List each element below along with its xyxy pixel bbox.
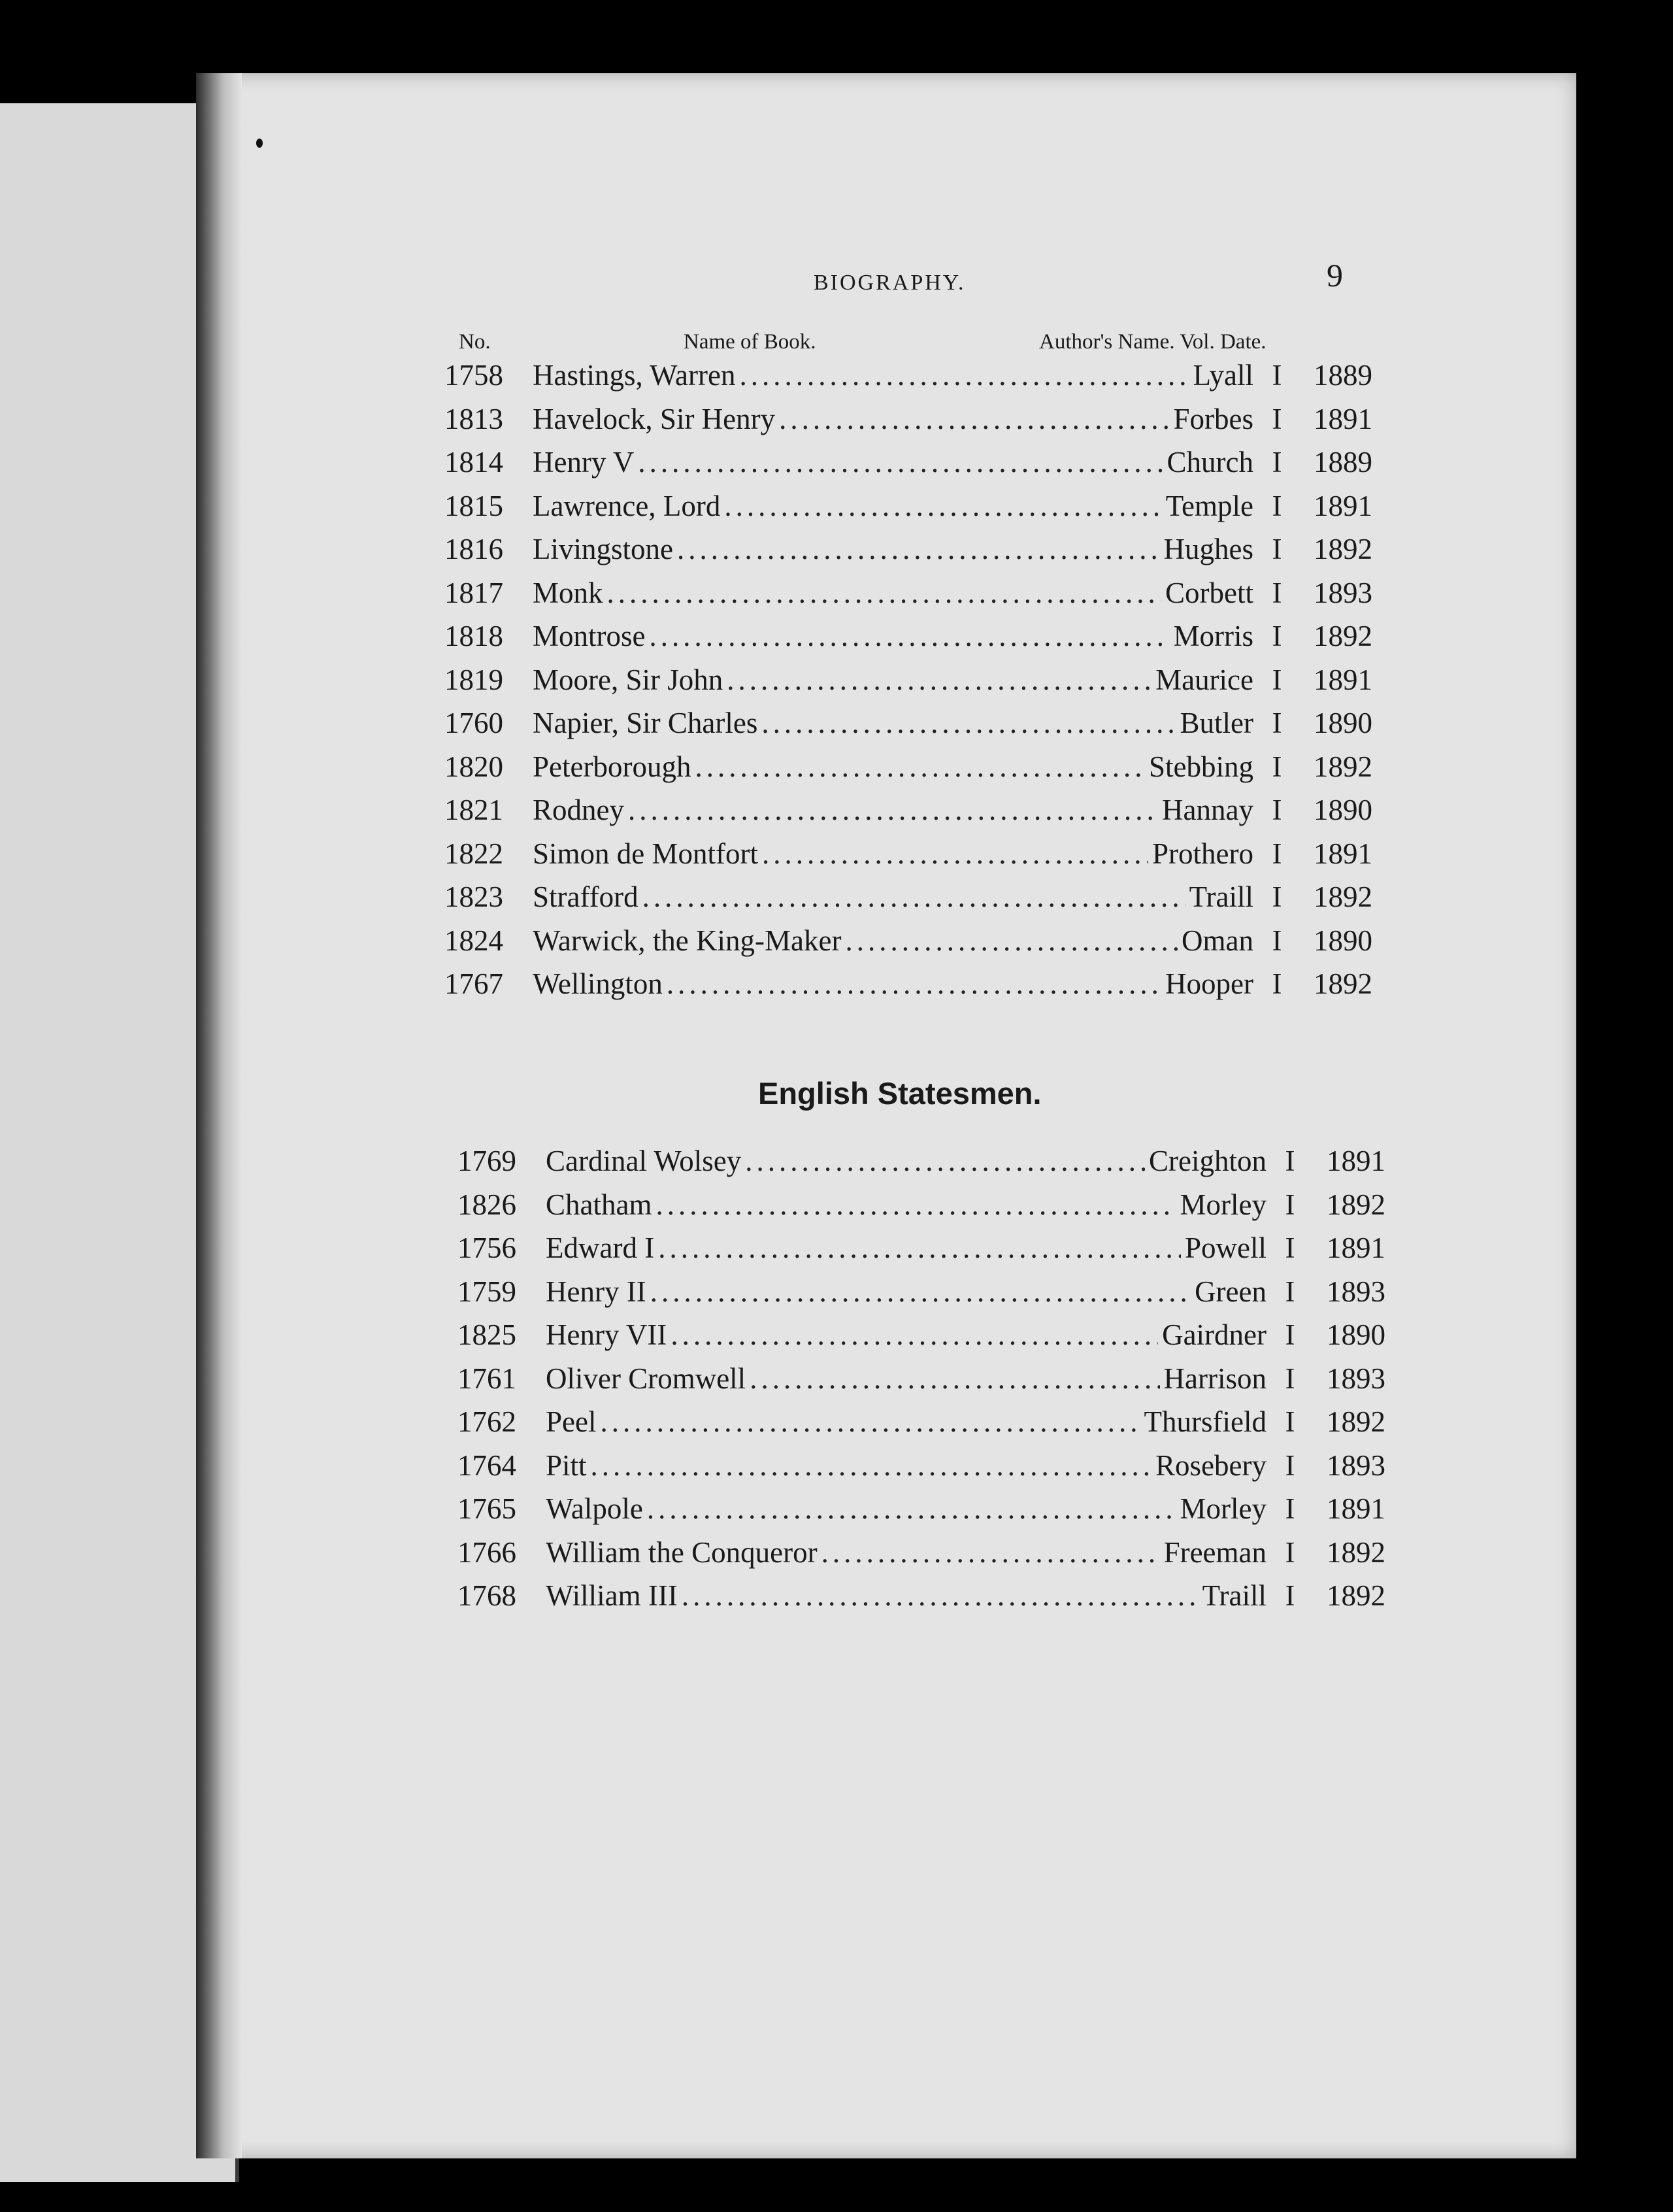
- volume-count: I: [1285, 1492, 1295, 1525]
- volume-count: I: [1285, 1275, 1295, 1308]
- list-item: [457, 1188, 1385, 1232]
- dot-leader: [727, 663, 1151, 697]
- volume-count: I: [1272, 489, 1282, 522]
- author-name: Creighton: [1149, 1145, 1267, 1177]
- publication-date: 1891: [1327, 1492, 1385, 1525]
- dot-leader: [682, 1579, 1199, 1613]
- list-item: [457, 1144, 1385, 1188]
- list-item: [457, 1362, 1385, 1405]
- book-title: Havelock, Sir Henry: [533, 402, 776, 435]
- book-title: William III: [546, 1579, 678, 1612]
- list-item: [444, 402, 1372, 446]
- author-name: Hannay: [1162, 794, 1253, 826]
- volume-count: I: [1272, 967, 1282, 1000]
- dot-leader: [655, 1188, 1176, 1222]
- entry-number: 1824: [444, 924, 503, 957]
- author-name: Butler: [1180, 707, 1253, 739]
- volume-count: I: [1272, 924, 1282, 957]
- author-name: Thursfield: [1144, 1405, 1267, 1438]
- book-title: Warwick, the King-Maker: [533, 924, 842, 957]
- book-title: Wellington: [533, 967, 663, 1000]
- dot-leader: [650, 1275, 1191, 1309]
- book-title: Moore, Sir John: [533, 663, 723, 696]
- book-title: Walpole: [546, 1492, 643, 1525]
- book-title: Simon de Montfort: [533, 837, 758, 870]
- list-item: [457, 1492, 1385, 1535]
- author-name: Forbes: [1173, 402, 1253, 435]
- dot-leader: [591, 1449, 1151, 1483]
- author-name: Morley: [1180, 1492, 1267, 1525]
- dot-leader: [638, 445, 1163, 479]
- book-title: Henry II: [546, 1275, 646, 1308]
- entry-number: 1762: [457, 1405, 516, 1438]
- volume-count: I: [1272, 533, 1282, 565]
- volume-count: I: [1285, 1579, 1295, 1612]
- author-name: Morris: [1173, 620, 1253, 652]
- statesmen-list: [457, 1144, 1385, 1622]
- page-gutter: [196, 73, 242, 2158]
- publication-date: 1892: [1327, 1188, 1385, 1221]
- volume-count: I: [1285, 1535, 1295, 1569]
- book-title: Livingstone: [533, 533, 673, 565]
- volume-count: I: [1272, 446, 1282, 478]
- list-item: [444, 793, 1372, 837]
- book-title: Chatham: [546, 1188, 652, 1221]
- entry-number: 1819: [444, 663, 503, 696]
- publication-date: 1892: [1314, 880, 1372, 913]
- list-item: [457, 1405, 1385, 1449]
- book-title: Peterborough: [533, 750, 691, 783]
- dot-leader: [761, 706, 1176, 740]
- publication-date: 1889: [1314, 359, 1372, 392]
- publication-date: 1892: [1327, 1405, 1385, 1438]
- list-item: [457, 1579, 1385, 1622]
- book-title: Lawrence, Lord: [533, 489, 721, 522]
- publication-date: 1890: [1314, 924, 1372, 957]
- author-name: Church: [1167, 446, 1253, 478]
- list-item: [457, 1275, 1385, 1318]
- book-title: Pitt: [546, 1449, 587, 1482]
- publication-date: 1890: [1314, 794, 1372, 826]
- page-number: 9: [1327, 257, 1343, 293]
- entry-number: 1767: [444, 967, 503, 1000]
- entry-number: 1825: [457, 1318, 516, 1351]
- publication-date: 1890: [1327, 1318, 1385, 1351]
- book-title: Cardinal Wolsey: [546, 1145, 742, 1177]
- publication-date: 1890: [1314, 707, 1372, 739]
- entry-number: 1818: [444, 620, 503, 652]
- volume-count: I: [1272, 707, 1282, 739]
- entry-number: 1822: [444, 837, 503, 870]
- entry-number: 1814: [444, 446, 503, 478]
- list-item: [444, 358, 1372, 402]
- list-item: [444, 576, 1372, 620]
- publication-date: 1891: [1314, 837, 1372, 870]
- volume-count: I: [1285, 1362, 1295, 1395]
- dot-leader: [750, 1362, 1159, 1396]
- book-title: Napier, Sir Charles: [533, 707, 758, 739]
- volume-count: I: [1285, 1449, 1295, 1482]
- publication-date: 1891: [1327, 1232, 1385, 1264]
- volume-count: I: [1272, 359, 1282, 392]
- running-head: BIOGRAPHY.: [814, 271, 966, 295]
- author-name: Lyall: [1193, 359, 1253, 392]
- entry-number: 1821: [444, 794, 503, 826]
- publication-date: 1893: [1327, 1275, 1385, 1308]
- list-item: [457, 1449, 1385, 1492]
- author-name: Gairdner: [1162, 1318, 1267, 1351]
- author-name: Freeman: [1163, 1535, 1267, 1569]
- dot-leader: [650, 619, 1170, 653]
- list-item: [444, 489, 1372, 533]
- entry-number: 1766: [457, 1535, 516, 1569]
- publication-date: 1891: [1314, 663, 1372, 696]
- entry-number: 1756: [457, 1232, 516, 1264]
- author-name: Powell: [1184, 1232, 1267, 1264]
- book-title: Montrose: [533, 620, 646, 652]
- publication-date: 1892: [1314, 533, 1372, 565]
- book-title: Oliver Cromwell: [546, 1362, 746, 1395]
- entry-number: 1816: [444, 533, 503, 565]
- publication-date: 1893: [1327, 1362, 1385, 1395]
- entry-number: 1758: [444, 359, 503, 392]
- dot-leader: [821, 1535, 1160, 1569]
- dot-leader: [658, 1231, 1181, 1265]
- list-item: [457, 1231, 1385, 1275]
- author-name: Morley: [1180, 1188, 1267, 1221]
- column-header-name: Name of Book.: [684, 330, 816, 354]
- volume-count: I: [1272, 663, 1282, 696]
- author-name: Corbett: [1165, 576, 1253, 609]
- biography-list: [444, 358, 1372, 1011]
- entry-number: 1760: [444, 707, 503, 739]
- author-name: Traill: [1189, 880, 1253, 913]
- book-title: Edward I: [546, 1232, 655, 1264]
- list-item: [457, 1535, 1385, 1579]
- author-name: Maurice: [1155, 663, 1253, 696]
- book-title: Hastings, Warren: [533, 359, 736, 392]
- volume-count: I: [1272, 620, 1282, 652]
- book-title: Henry V: [533, 446, 635, 478]
- volume-count: I: [1272, 750, 1282, 783]
- volume-count: I: [1272, 402, 1282, 435]
- list-item: [444, 837, 1372, 880]
- entry-number: 1759: [457, 1275, 516, 1308]
- dot-leader: [724, 489, 1161, 523]
- list-item: [444, 532, 1372, 576]
- book-title: Peel: [546, 1405, 597, 1438]
- entry-number: 1826: [457, 1188, 516, 1221]
- dot-leader: [695, 750, 1145, 784]
- author-name: Temple: [1165, 489, 1253, 522]
- publication-date: 1893: [1314, 576, 1372, 609]
- dot-leader: [667, 967, 1161, 1001]
- volume-count: I: [1272, 837, 1282, 870]
- dot-leader: [762, 837, 1148, 871]
- section-heading: English Statesmen.: [758, 1076, 1042, 1111]
- dot-leader: [671, 1318, 1158, 1352]
- dot-leader: [647, 1492, 1176, 1526]
- volume-count: I: [1272, 880, 1282, 913]
- list-item: [444, 619, 1372, 663]
- dot-leader: [779, 402, 1169, 436]
- publication-date: 1891: [1327, 1145, 1385, 1177]
- book-title: Rodney: [533, 794, 624, 826]
- volume-count: I: [1272, 576, 1282, 609]
- volume-count: I: [1285, 1188, 1295, 1221]
- author-name: Hughes: [1163, 533, 1253, 565]
- list-item: [457, 1318, 1385, 1362]
- publication-date: 1892: [1327, 1535, 1385, 1569]
- dot-leader: [607, 576, 1162, 610]
- publication-date: 1889: [1314, 446, 1372, 478]
- list-item: [444, 924, 1372, 967]
- entry-number: 1823: [444, 880, 503, 913]
- author-name: Oman: [1182, 924, 1253, 957]
- author-name: Rosebery: [1155, 1449, 1267, 1482]
- entry-number: 1769: [457, 1145, 516, 1177]
- volume-count: I: [1285, 1232, 1295, 1264]
- dot-leader: [745, 1144, 1145, 1178]
- author-name: Hooper: [1165, 967, 1253, 1000]
- publication-date: 1893: [1327, 1449, 1385, 1482]
- author-name: Harrison: [1163, 1362, 1267, 1395]
- entry-number: 1820: [444, 750, 503, 783]
- publication-date: 1892: [1314, 967, 1372, 1000]
- entry-number: 1761: [457, 1362, 516, 1395]
- dot-leader: [628, 793, 1158, 827]
- book-title: Henry VII: [546, 1318, 667, 1351]
- author-name: Green: [1195, 1275, 1267, 1308]
- author-name: Stebbing: [1148, 750, 1253, 783]
- publication-date: 1892: [1314, 620, 1372, 652]
- column-header-no: No.: [459, 330, 491, 354]
- list-item: [444, 880, 1372, 924]
- list-item: [444, 967, 1372, 1011]
- column-header-author-vol-date: Author's Name. Vol. Date.: [1039, 330, 1267, 354]
- book-title: William the Conqueror: [546, 1535, 818, 1569]
- volume-count: I: [1285, 1318, 1295, 1351]
- dot-leader: [600, 1405, 1140, 1439]
- author-name: Prothero: [1152, 837, 1253, 870]
- list-item: [444, 706, 1372, 750]
- volume-count: I: [1285, 1145, 1295, 1177]
- list-item: [444, 445, 1372, 489]
- entry-number: 1817: [444, 576, 503, 609]
- book-title: Strafford: [533, 880, 638, 913]
- volume-count: I: [1285, 1405, 1295, 1438]
- dot-leader: [642, 880, 1185, 914]
- publication-date: 1892: [1314, 750, 1372, 783]
- entry-number: 1813: [444, 402, 503, 435]
- book-title: Monk: [533, 576, 603, 609]
- ink-speck: [256, 139, 263, 148]
- list-item: [444, 663, 1372, 707]
- list-item: [444, 750, 1372, 794]
- dot-leader: [845, 924, 1178, 958]
- volume-count: I: [1272, 794, 1282, 826]
- publication-date: 1891: [1314, 402, 1372, 435]
- entry-number: 1768: [457, 1579, 516, 1612]
- publication-date: 1892: [1327, 1579, 1385, 1612]
- entry-number: 1815: [444, 489, 503, 522]
- entry-number: 1765: [457, 1492, 516, 1525]
- publication-date: 1891: [1314, 489, 1372, 522]
- dot-leader: [677, 532, 1160, 566]
- dot-leader: [739, 358, 1189, 392]
- entry-number: 1764: [457, 1449, 516, 1482]
- author-name: Traill: [1202, 1579, 1267, 1612]
